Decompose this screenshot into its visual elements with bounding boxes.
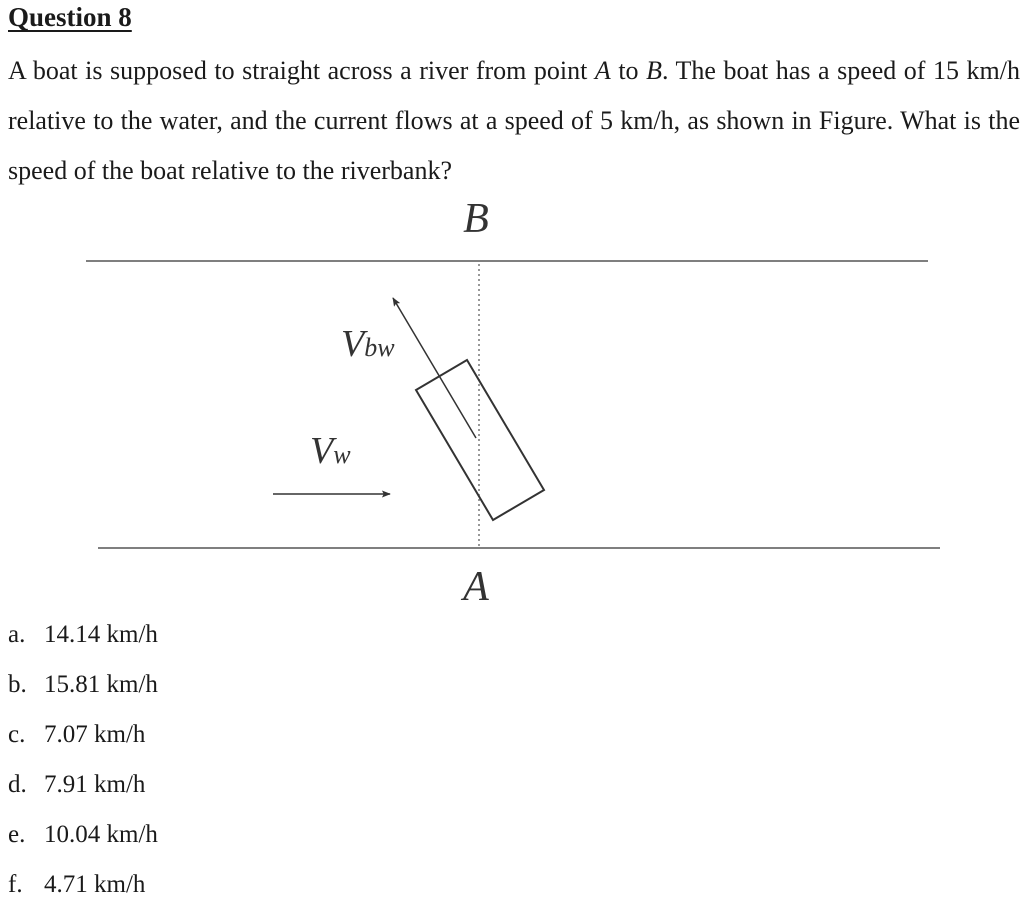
vw-label [310, 430, 351, 472]
choice-text: 14.14 km/h [44, 621, 158, 648]
point-b-var: B [646, 56, 662, 85]
label-a: A [463, 564, 489, 610]
choice-letter: b. [8, 671, 27, 698]
choice-text: 7.07 km/h [44, 721, 146, 748]
label-b: B [463, 196, 489, 242]
question-text-part2: to [610, 56, 647, 85]
vbw-label [341, 323, 395, 365]
vbw-label-sub: bw [364, 333, 395, 362]
choice-e[interactable] [8, 812, 158, 862]
vbw-arrow [393, 298, 476, 438]
vbw-label-main: V [341, 323, 365, 365]
question-text-part1: A boat is supposed to straight across a river from point [8, 56, 595, 85]
choice-letter: c. [8, 721, 26, 748]
choice-f[interactable] [8, 862, 158, 912]
choice-text: 10.04 km/h [44, 821, 158, 848]
choice-text: 4.71 km/h [44, 871, 146, 898]
choice-text: 7.91 km/h [44, 771, 146, 798]
vw-label-sub: w [333, 440, 351, 469]
question-text [8, 46, 1020, 196]
answer-choices [8, 612, 158, 912]
choice-b[interactable] [8, 662, 158, 712]
question-text-part3: . The boat has a speed of 15 km/h relative to the water, and the current flows at a speed of 5 km/h, as shown in Figure. What is the speed of the boat relative to the riverbank? [8, 56, 1020, 185]
choice-d[interactable] [8, 762, 158, 812]
choice-text: 15.81 km/h [44, 671, 158, 698]
choice-letter: a. [8, 621, 26, 648]
choice-letter: e. [8, 821, 26, 848]
river-figure [0, 190, 1024, 610]
vw-label-main: V [310, 430, 334, 472]
boat-rect [416, 360, 544, 520]
choice-letter: d. [8, 771, 27, 798]
choice-a[interactable] [8, 612, 158, 662]
question-title: Question 8 [8, 2, 132, 32]
point-a-var: A [594, 56, 611, 85]
choice-letter: f. [8, 871, 23, 898]
choice-c[interactable] [8, 712, 158, 762]
